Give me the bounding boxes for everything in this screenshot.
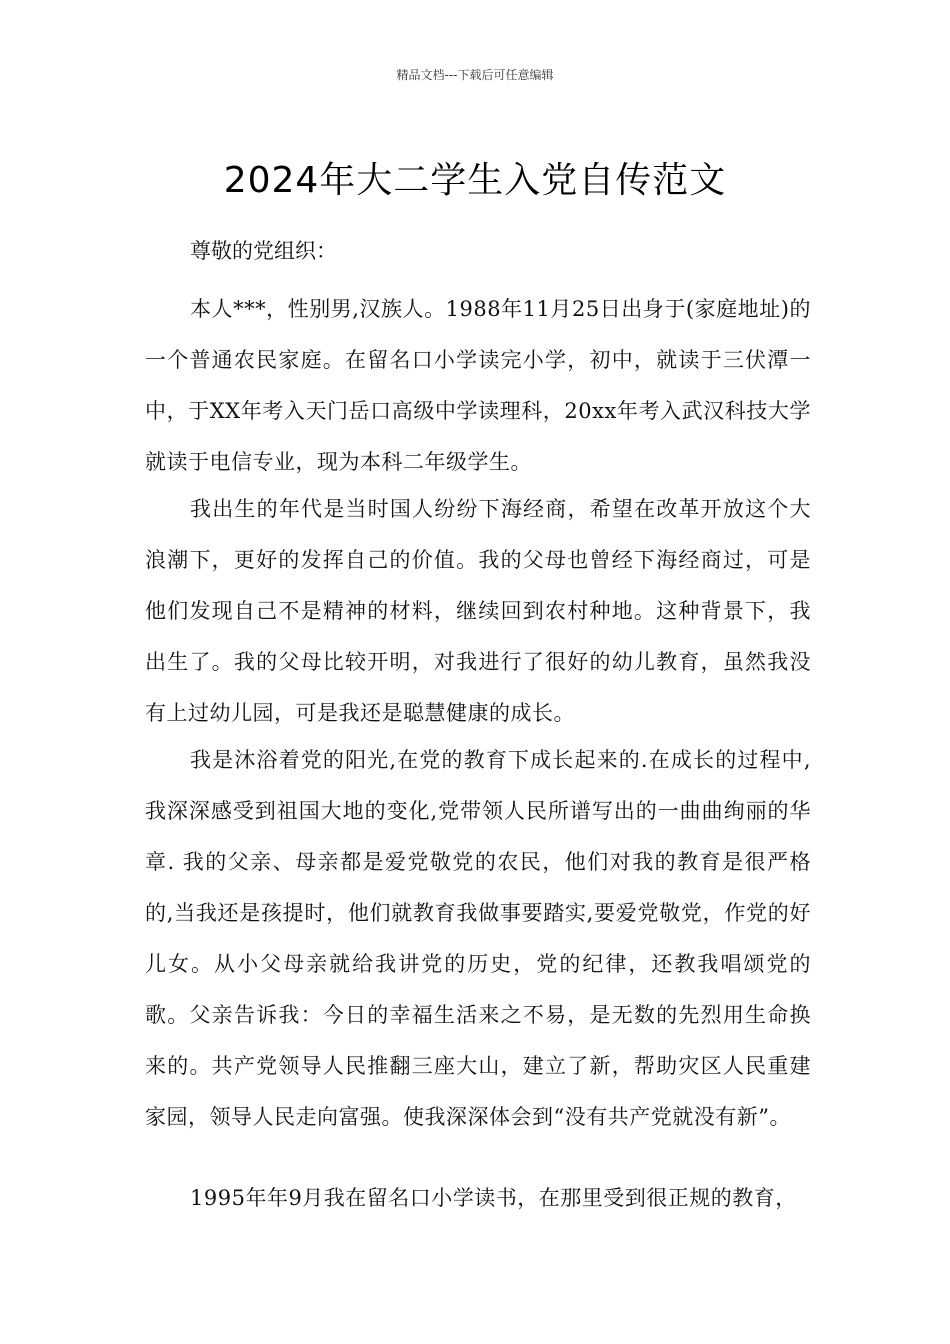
paragraph-personal-info: 本人***，性别男,汉族人。1988年11月25日出身于(家庭地址)的一个普通农民家庭。在留名口小学读完小学，初中，就读于三伏潭一中，于XX年考入天门岳口高级中学读理科，20xx年考入武汉科技大学就读于电信专业，现为本科二年级学生。 [145,297,811,474]
document-title: 2024年大二学生入党自传范文 [223,160,727,202]
paragraph-birth-background: 我出生的年代是当时国人纷纷下海经商，希望在改革开放这个大浪潮下，更好的发挥自己的价值。我的父母也曾经下海经商过，可是他们发现自己不是精神的材料，继续回到农村种地。这种背景下，我出生了。我的父母比较开明，对我进行了很好的幼儿教育，虽然我没有上过幼儿园，可是我还是聪慧健康的成长。 [145,497,811,725]
paragraph-party-education: 我是沐浴着党的阳光,在党的教育下成长起来的.在成长的过程中,我深深感受到祖国大地的变化,党带领人民所谱写出的一曲曲绚丽的华章. 我的父亲、母亲都是爱党敬党的农民，他们对我的教育是很严格的,当我还是孩提时，他们就教育我做事要踏实,要爱党敬党，作党的好儿女。从小父母亲就给我讲党的历史，党的纪律，还教我唱颂党的歌。父亲告诉我：今日的幸福生活来之不易，是无数的先烈用生命换来的。共产党领导人民推翻三座大山，建立了新，帮助灾区人民重建家园，领导人民走向富强。使我深深体会到“没有共产党就没有新”。 [145,748,811,1129]
paragraph-primary-school: 1995年年9月我在留名口小学读书，在那里受到很正规的教育， [190,1186,797,1210]
page-header-note: 精品文档---下载后可任意编辑 [396,68,554,82]
salutation: 尊敬的党组织： [190,239,337,263]
